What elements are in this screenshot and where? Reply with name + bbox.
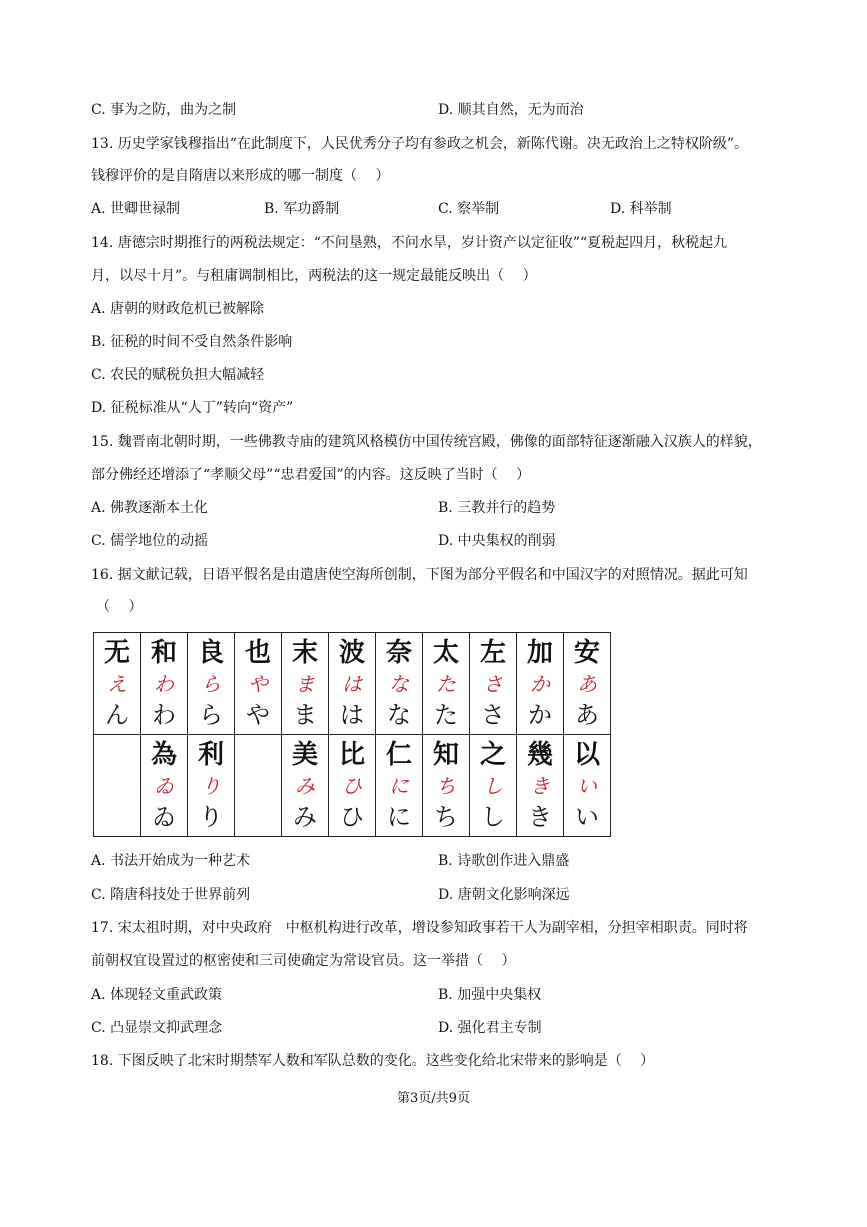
q14-option-b: B. 征税的时间不受自然条件影响 [91, 334, 293, 350]
q17-option-c: C. 凸显崇文抑武理念 [91, 1020, 223, 1036]
kanji-glyph: 以 [573, 740, 600, 770]
hiragana-glyph: し [481, 803, 505, 831]
hiragana-glyph: ゐ [152, 803, 176, 831]
hiragana-glyph: わ [152, 701, 176, 729]
kanji-glyph: 也 [244, 638, 271, 668]
kanji-glyph: 安 [573, 638, 600, 668]
q14-option-d: D. 征税标准从“人丁”转向“资产” [91, 400, 294, 416]
q17-option-b: B. 加强中央集权 [438, 987, 542, 1003]
cursive-glyph: た [436, 672, 456, 696]
cursive-glyph: ひ [342, 774, 362, 798]
kanji-glyph: 末 [291, 638, 318, 668]
q13-option-b: B. 军功爵制 [264, 201, 340, 217]
kanji-glyph: 知 [432, 740, 459, 770]
cursive-glyph: ゐ [154, 774, 174, 798]
table-cell [188, 735, 235, 837]
q14-option-c: C. 农民的赋税负担大幅减轻 [91, 367, 265, 383]
q16-stem-line2: （ ） [96, 599, 143, 615]
q14-option-a: A. 唐朝的财政危机已被解除 [91, 301, 265, 317]
table-cell [235, 735, 282, 837]
hiragana-glyph: さ [481, 701, 505, 729]
hiragana-glyph: ひ [340, 803, 364, 831]
q13-stem-line1: 13. 历史学家钱穆指出“在此制度下，人民优秀分子均有参政之机会，新陈代谢。决无政治上之特权阶级”。 [91, 136, 749, 152]
table-cell [329, 633, 376, 735]
kanji-glyph: 幾 [526, 740, 553, 770]
cursive-glyph: ち [436, 774, 456, 798]
kanji-glyph: 无 [103, 638, 130, 668]
table-cell [94, 633, 141, 735]
kanji-glyph: 奈 [385, 638, 412, 668]
cursive-glyph: さ [483, 672, 503, 696]
kanji-glyph: 左 [479, 638, 506, 668]
kanji-glyph: 之 [479, 740, 506, 770]
hiragana-glyph: き [528, 803, 552, 831]
q12-option-c: C. 事为之防，曲为之制 [91, 102, 237, 118]
q15-option-a: A. 佛教逐渐本土化 [91, 500, 209, 516]
table-cell [423, 633, 470, 735]
kanji-glyph: 美 [291, 740, 318, 770]
cursive-glyph: い [577, 774, 597, 798]
cursive-glyph: ら [201, 672, 221, 696]
hiragana-glyph: た [434, 701, 458, 729]
kanji-glyph: 太 [432, 638, 459, 668]
table-cell [188, 633, 235, 735]
q15-option-c: C. 儒学地位的动摇 [91, 533, 209, 549]
table-cell [470, 735, 517, 837]
table-cell [564, 633, 611, 735]
cursive-glyph: な [389, 672, 409, 696]
q17-stem-line1: 17. 宋太祖时期，对中央政府 中枢机构进行改革，增设参知政事若干人为副宰相，分担宰相职责。同时将 [91, 920, 748, 936]
page-footer: 第3页/共9页 [397, 1091, 470, 1106]
table-cell [329, 735, 376, 837]
hiragana-glyph: や [246, 701, 270, 729]
hiragana-glyph: ち [434, 803, 458, 831]
q13-option-c: C. 察举制 [438, 201, 500, 217]
q17-stem-line2: 前朝权宜设置过的枢密使和三司使确定为常设官员。这一举措（ ） [91, 953, 516, 969]
kanji-glyph: 比 [338, 740, 365, 770]
table-cell [564, 735, 611, 837]
q15-stem-line2: 部分佛经还增添了“孝顺父母”“忠君爱国”的内容。这反映了当时（ ） [91, 467, 531, 483]
q14-stem-line1: 14. 唐德宗时期推行的两税法规定：“不问垦熟，不问水旱，岁计资产以定征收”“夏税起四月，秋税起九 [91, 235, 728, 251]
cursive-glyph: か [530, 672, 550, 696]
hiragana-glyph: ら [199, 701, 223, 729]
kanji-glyph: 良 [197, 638, 224, 668]
hiragana-glyph: あ [575, 701, 599, 729]
cropped-text-remnant [95, 75, 235, 81]
table-cell [376, 735, 423, 837]
q18-stem-line1: 18. 下图反映了北宋时期禁军人数和军队总数的变化。这些变化给北宋带来的影响是（ ） [91, 1053, 655, 1069]
kanji-glyph: 為 [150, 740, 177, 770]
hiragana-glyph: か [528, 701, 552, 729]
hiragana-glyph: な [387, 701, 411, 729]
hiragana-glyph: り [199, 803, 223, 831]
hiragana-glyph: ま [293, 701, 317, 729]
cursive-glyph: に [389, 774, 409, 798]
cursive-glyph: き [530, 774, 550, 798]
kanji-glyph: 仁 [385, 740, 412, 770]
table-row [94, 735, 611, 837]
q17-option-d: D. 强化君主专制 [438, 1020, 542, 1036]
table-cell [141, 633, 188, 735]
table-row [94, 633, 611, 735]
q16-option-d: D. 唐朝文化影响深远 [438, 887, 570, 903]
q14-stem-line2: 月，以尽十月”。与租庸调制相比，两税法的这一规定最能反映出（ ） [91, 268, 537, 284]
q15-option-d: D. 中央集权的削弱 [438, 533, 556, 549]
q15-option-b: B. 三教并行的趋势 [438, 500, 556, 516]
cursive-glyph: わ [154, 672, 174, 696]
hiragana-glyph: に [387, 803, 411, 831]
table-cell [282, 735, 329, 837]
q13-stem-line2: 钱穆评价的是自隋唐以来形成的哪一制度（ ） [91, 168, 390, 184]
hiragana-glyph: ん [105, 701, 129, 729]
table-cell [517, 735, 564, 837]
kanji-glyph: 和 [150, 638, 177, 668]
cursive-glyph: ま [295, 672, 315, 696]
cursive-glyph: は [342, 672, 362, 696]
hiragana-glyph: み [293, 803, 317, 831]
q12-option-d: D. 顺其自然，无为而治 [438, 102, 584, 118]
q15-stem-line1: 15. 魏晋南北朝时期，一些佛教寺庙的建筑风格模仿中国传统宫殿，佛像的面部特征逐渐融入汉族人的样貌， [91, 434, 762, 450]
table-cell [376, 633, 423, 735]
cursive-glyph: え [107, 672, 127, 696]
kana-kanji-table [93, 632, 611, 837]
cursive-glyph: み [295, 774, 315, 798]
kanji-glyph: 利 [197, 740, 224, 770]
cursive-glyph: り [201, 774, 221, 798]
q17-option-a: A. 体现轻文重武政策 [91, 987, 223, 1003]
cursive-glyph: し [483, 774, 503, 798]
q13-option-a: A. 世卿世禄制 [91, 201, 181, 217]
table-cell [423, 735, 470, 837]
table-cell [235, 633, 282, 735]
q16-option-c: C. 隋唐科技处于世界前列 [91, 887, 251, 903]
kanji-glyph: 波 [338, 638, 365, 668]
table-cell [470, 633, 517, 735]
table-cell [94, 735, 141, 837]
table-cell [141, 735, 188, 837]
q16-option-a: A. 书法开始成为一种艺术 [91, 853, 251, 869]
table-cell [517, 633, 564, 735]
cursive-glyph: あ [577, 672, 597, 696]
cursive-glyph: や [248, 672, 268, 696]
hiragana-glyph: は [340, 701, 364, 729]
kanji-glyph: 加 [526, 638, 553, 668]
hiragana-glyph: い [575, 803, 599, 831]
q13-option-d: D. 科举制 [610, 201, 672, 217]
table-cell [282, 633, 329, 735]
q16-stem-line1: 16. 据文献记载，日语平假名是由遣唐使空海所创制，下图为部分平假名和中国汉字的对照情况。据此可知 [91, 567, 748, 583]
q16-option-b: B. 诗歌创作进入鼎盛 [438, 853, 570, 869]
